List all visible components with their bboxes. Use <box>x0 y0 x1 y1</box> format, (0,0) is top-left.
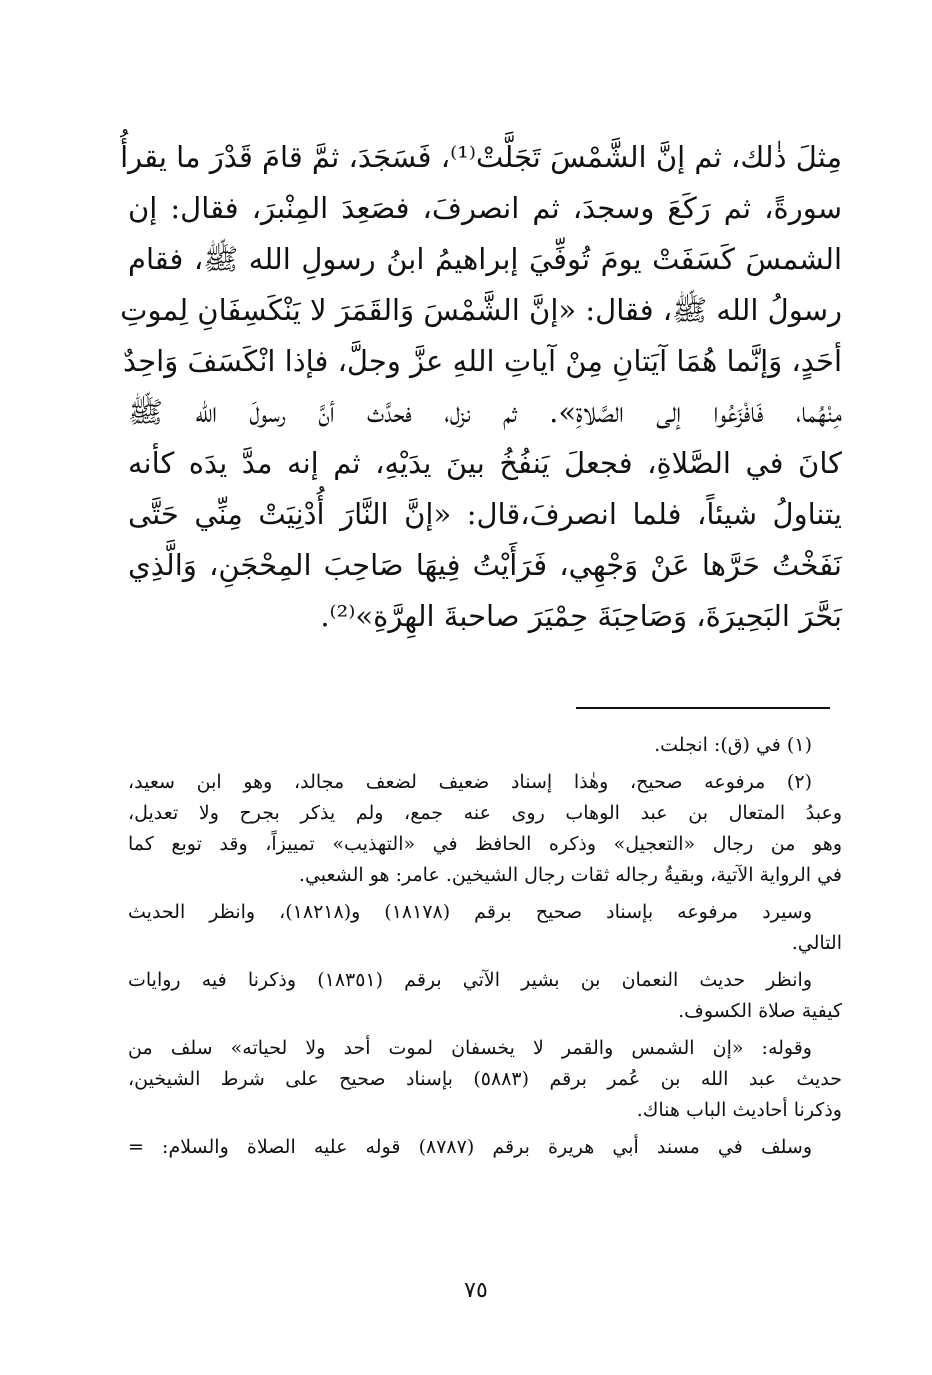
footnote-paragraph <box>128 965 842 1027</box>
body-line: نَفَخْتُ حَرَّها عَنْ وَجْهِي، فَرَأَيْتُ فِيهَا صَاحِبَ المِحْجَنِ، وَالَّذِي <box>128 548 842 582</box>
body-line: سورةً، ثم رَكَعَ وسجدَ، ثم انصرفَ، فصَعِدَ المِنْبرَ، فقال: إن <box>128 191 842 225</box>
footnote-line: حديث عبد الله بن عُمر برقم (٥٨٨٣) بإسناد صحيح على شرط الشيخين، <box>128 1068 842 1090</box>
footnote-line: وقوله: «إن الشمس والقمر لا يخسفان لموت أحد ولا لحياته» سلف من <box>128 1037 812 1059</box>
body-line: أحَدٍ، وَإنَّما هُمَا آيَتانِ مِنْ آياتِ اللهِ عزَّ وجلَّ، فإذا انْكَسَفَ وَاحِدٌ <box>123 344 842 378</box>
footnote-line: وعبدُ المتعال بن عبد الوهاب روى عنه جمع، ولم يذكر بجرح ولا تعديل، <box>128 802 842 824</box>
footnotes <box>128 730 842 1169</box>
footnote-line: وسيرد مرفوعه بإسناد صحيح برقم (١٨١٧٨) و(١٨٢١٨)، وانظر الحديث <box>128 901 813 923</box>
main-body-text <box>120 132 842 642</box>
footnote-paragraph <box>128 1033 842 1126</box>
footnote-line: وهو من رجال «التعجيل» وذكره الحافظ في «التهذيب» تمييزاً، وقد توبع كما <box>128 833 842 855</box>
footnote-paragraph <box>128 1132 842 1163</box>
page-number: ٧٥ <box>464 1278 488 1303</box>
footnote-line: وسلف في مسند أبي هريرة برقم (٨٧٨٧) قوله عليه الصلاة والسلام: = <box>128 1136 812 1158</box>
body-line: كانَ في الصَّلاةِ، فجعلَ يَنفُخُ بينَ يدَيْهِ، ثم إنه مدَّ يدَه كأنه <box>128 446 842 480</box>
footnote-line: في الرواية الآتية، وبقيةُ رجاله ثقات رجال الشيخين. عامر: هو الشعبي. <box>298 864 842 886</box>
body-line: رسولُ الله ﷺ، فقال: «إنَّ الشَّمْسَ وَالقَمَرَ لا يَنْكَسِفَانِ لِموتِ <box>120 293 842 327</box>
footnote-line: (١) في (ق): انجلت. <box>654 734 812 756</box>
body-line: مِثلَ ذٰلك، ثم إنَّ الشَّمْسَ تَجَلَّتْ⁽¹⁾، فَسَجَدَ، ثمَّ قامَ قَدْرَ ما يقرأُ <box>120 140 842 174</box>
body-line: يتناولُ شيئاً، فلما انصرفَ،قال: «إنَّ النَّارَ أُدْنِيَتْ مِنِّي حَتَّى <box>128 497 842 531</box>
footnote-line: كيفية صلاة الكسوف. <box>678 1000 842 1022</box>
footnote-paragraph <box>128 897 842 959</box>
body-line: مِنْهُما، فَافْزَعُوا إلى الصَّلاةِ». ثم نزل، فحدَّث أنَّ رسولَ الله ﷺ <box>128 395 842 429</box>
footnote-line: التالي. <box>791 932 842 954</box>
body-line: الشمسَ كَسَفَتْ يومَ تُوفِّيَ إبراهيمُ ابنُ رسولِ الله ﷺ، فقام <box>128 242 842 276</box>
footnote-separator <box>576 707 830 709</box>
footnote-2 <box>128 767 842 891</box>
footnote-line: وذكرنا أحاديث الباب هناك. <box>636 1099 842 1121</box>
footnote-line: (٢) مرفوعه صحيح، وهٰذا إسناد ضعيف لضعف مجالد، وهو ابن سعيد، <box>128 771 812 793</box>
body-line: بَحَّرَ البَحِيرَةَ، وَصَاحِبَةَ حِمْيَرَ صاحبةَ الهِرَّةِ»⁽²⁾. <box>320 599 842 633</box>
footnote-line: وانظر حديث النعمان بن بشير الآتي برقم (١٨٣٥١) وذكرنا فيه روايات <box>128 969 812 991</box>
footnote-1 <box>128 730 842 761</box>
